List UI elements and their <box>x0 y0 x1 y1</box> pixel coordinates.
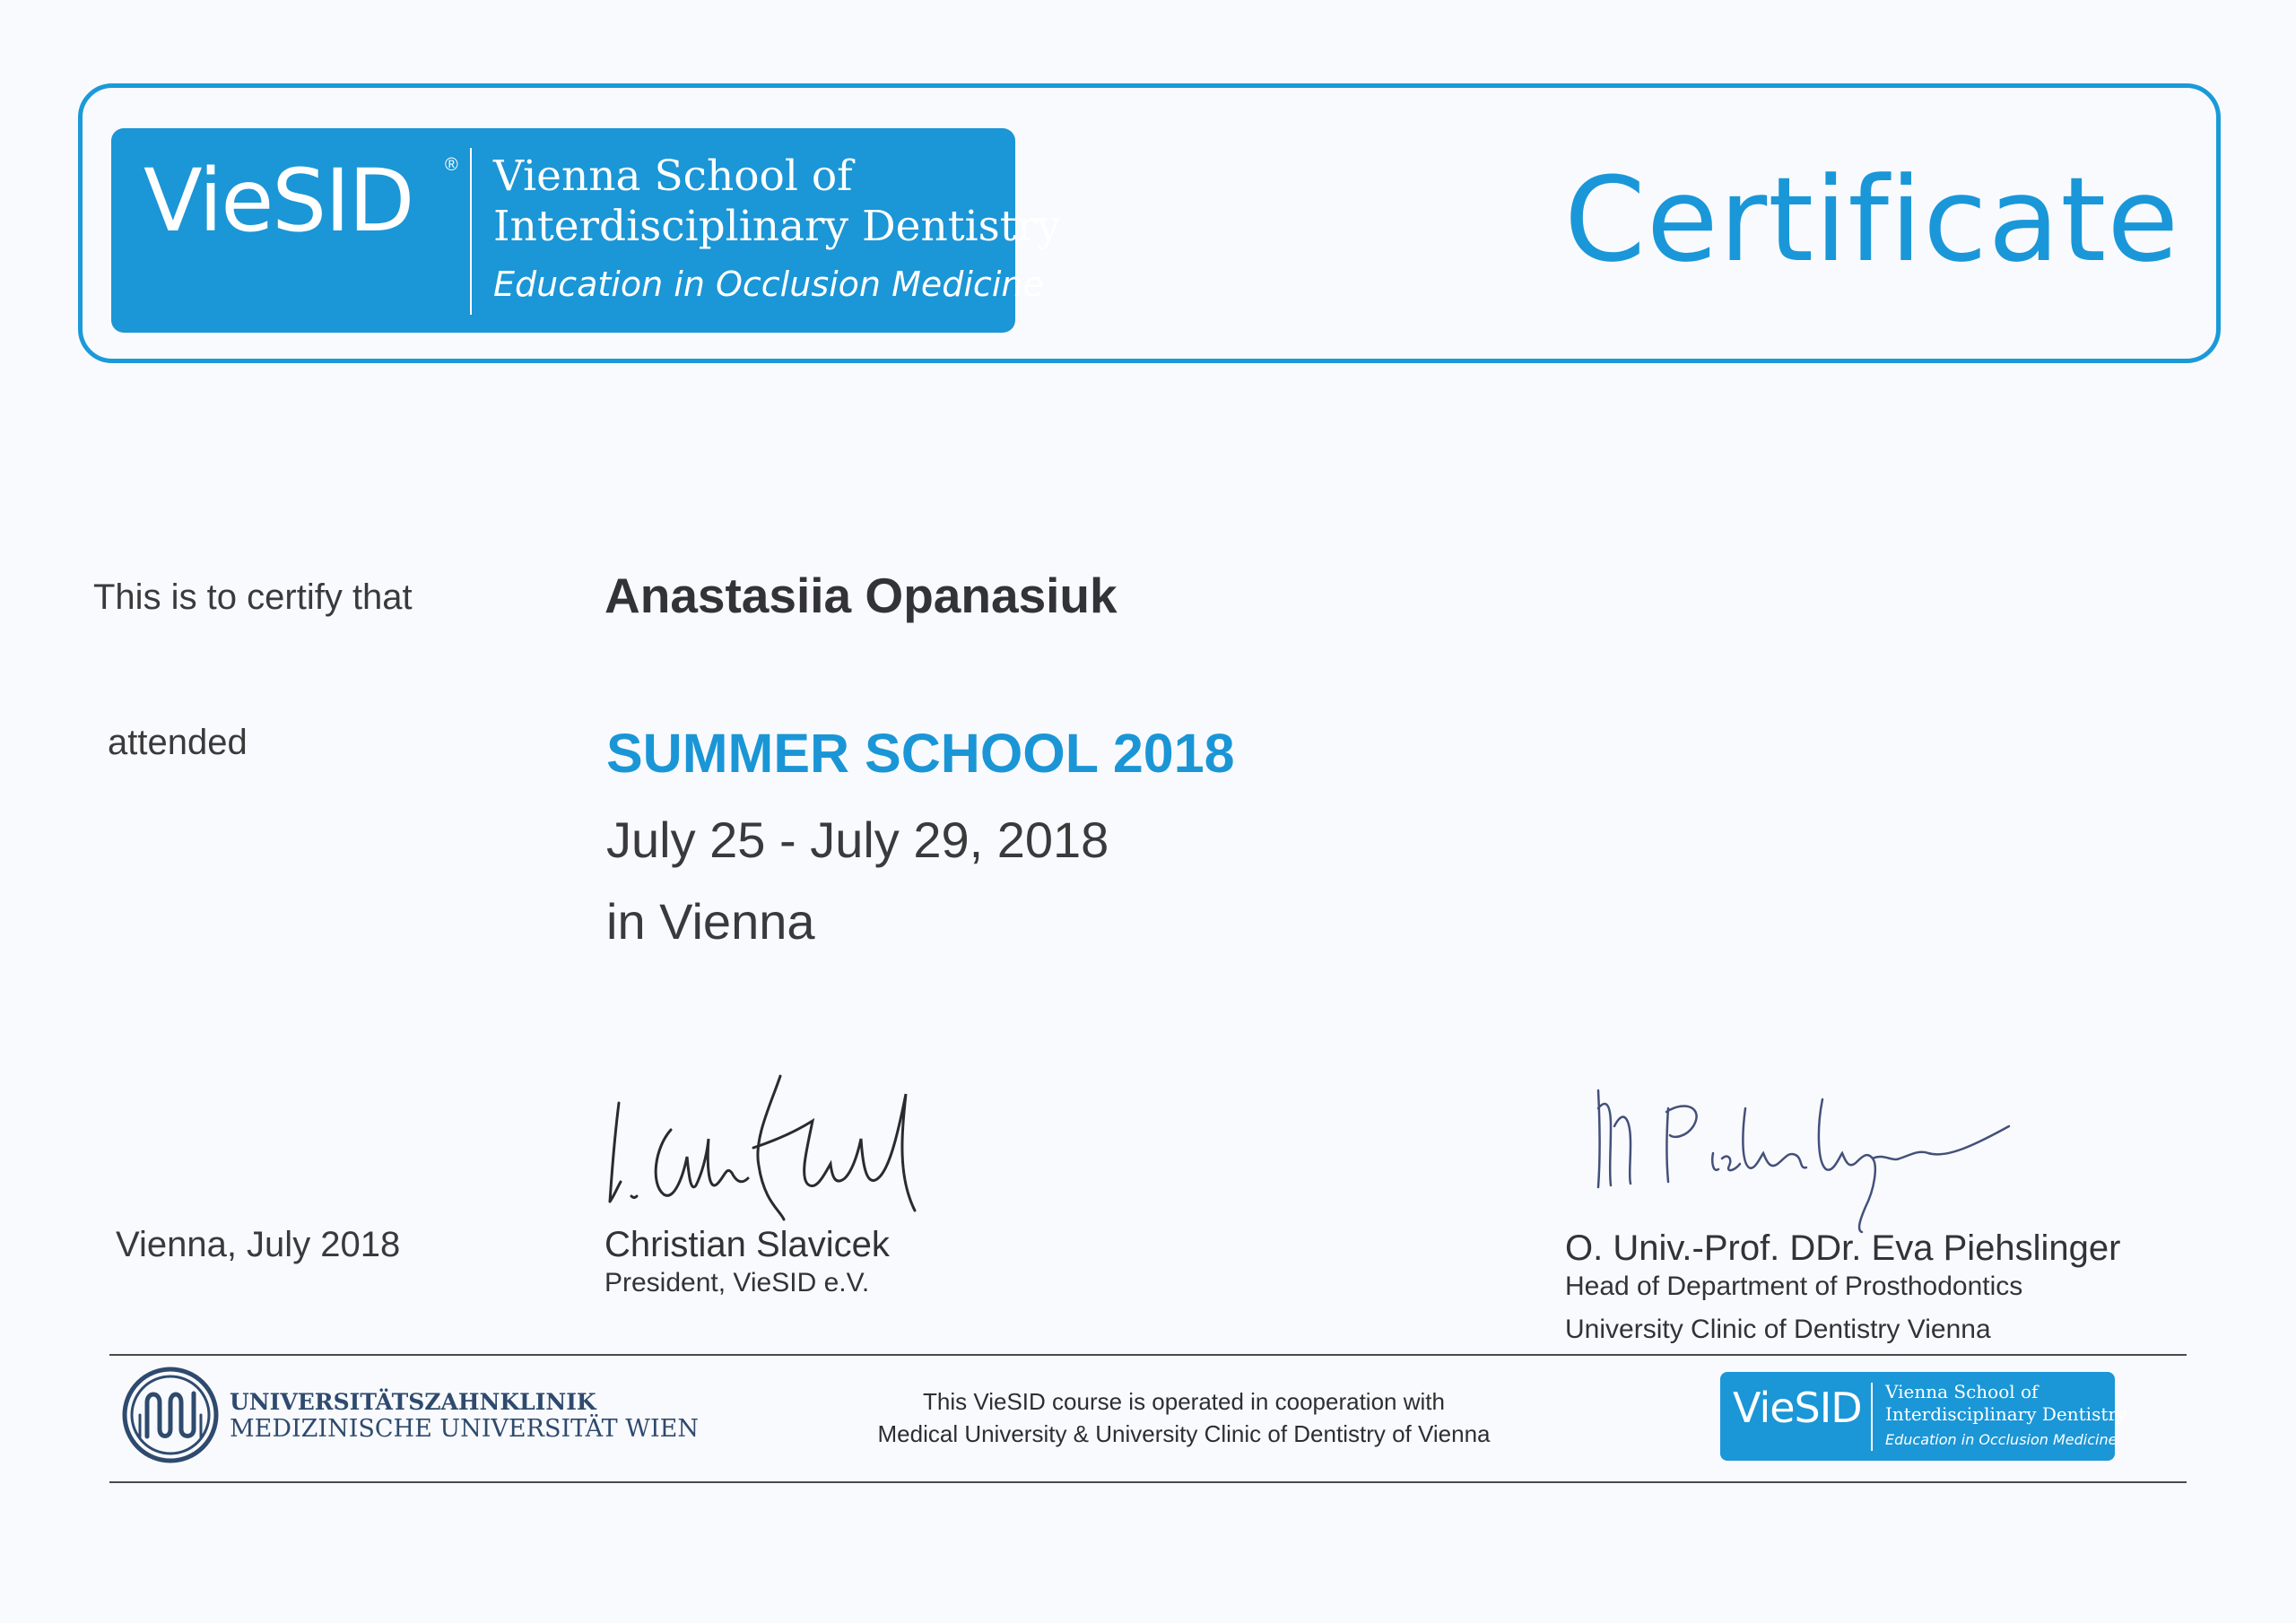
signer-left-name: Christian Slavicek <box>604 1225 890 1264</box>
mini-logo-wordmark: VieSID <box>1733 1384 1862 1432</box>
logo-registered-mark: ® <box>445 155 458 175</box>
footer-rule-bottom <box>109 1481 2187 1483</box>
attended-label: attended <box>108 723 248 762</box>
logo-line-2: Interdisciplinary Dentistry <box>493 202 1061 251</box>
course-place: in Vienna <box>606 893 815 950</box>
signer-left-title: President, VieSID e.V. <box>604 1268 870 1298</box>
recipient-name: Anastasiia Opanasiuk <box>604 568 1118 623</box>
signer-right-name: O. Univ.-Prof. DDr. Eva Piehslinger <box>1565 1228 2121 1268</box>
mini-logo-line-2: Interdisciplinary Dentistry <box>1885 1403 2127 1425</box>
university-name-line-2: MEDIZINISCHE UNIVERSITÄT WIEN <box>230 1415 700 1443</box>
course-dates: July 25 - July 29, 2018 <box>606 812 1109 868</box>
logo-tagline: Education in Occlusion Medicine <box>493 265 1044 304</box>
signer-right-title-2: University Clinic of Dentistry Vienna <box>1565 1315 1991 1344</box>
university-seal-icon <box>122 1367 219 1463</box>
mini-logo-tagline: Education in Occlusion Medicine <box>1885 1431 2118 1448</box>
university-name-line-1: UNIVERSITÄTSZAHNKLINIK <box>230 1389 596 1415</box>
logo-wordmark: VieSID <box>144 151 413 251</box>
certify-label: This is to certify that <box>93 577 413 617</box>
logo-line-1: Vienna School of <box>493 152 853 201</box>
viesid-mini-logo <box>1720 1372 2127 1461</box>
logo-divider <box>470 148 472 315</box>
signature-slavicek <box>601 1067 942 1228</box>
cooperation-line-2: Medical University & University Clinic of Dentistry of Vienna <box>877 1420 1491 1447</box>
place-date: Vienna, July 2018 <box>116 1225 401 1264</box>
certificate-title: Certificate <box>1564 152 2180 288</box>
cooperation-line-1: This VieSID course is operated in cooperation with <box>923 1388 1445 1415</box>
signer-right-title-1: Head of Department of Prosthodontics <box>1565 1271 2023 1301</box>
mini-logo-divider <box>1871 1383 1873 1451</box>
mini-logo-line-1: Vienna School of <box>1885 1381 2039 1402</box>
signature-piehslinger <box>1587 1072 2027 1234</box>
viesid-logo <box>111 128 1061 333</box>
course-title: SUMMER SCHOOL 2018 <box>606 723 1235 784</box>
footer-rule-top <box>109 1354 2187 1356</box>
